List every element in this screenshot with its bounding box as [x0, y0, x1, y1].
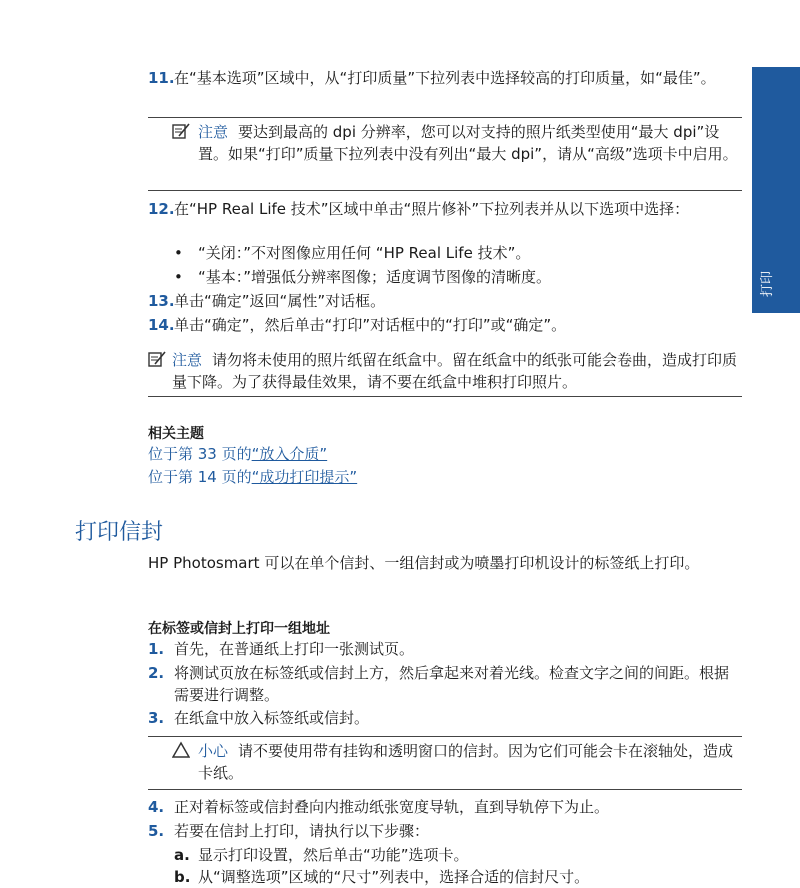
- note-label: 注意: [172, 351, 203, 369]
- substep-text: 显示打印设置，然后单击“功能”选项卡。: [198, 846, 469, 864]
- substep-b: [148, 866, 742, 888]
- step-number: 13.: [148, 292, 175, 310]
- related-link-media[interactable]: “放入介质”: [251, 445, 328, 463]
- caution-triangle-icon: [172, 741, 190, 759]
- step-text: 正对着标签或信封叠向内推动纸张宽度导轨，直到导轨停下为止。: [174, 798, 610, 816]
- step-text: 单击“确定”，然后单击“打印”对话框中的“打印”或“确定”。: [174, 316, 567, 334]
- bullet-mark: •: [174, 268, 183, 286]
- caution-label: 小心: [198, 742, 229, 760]
- bullet-text: “基本：”增强低分辨率图像；适度调节图像的清晰度。: [198, 268, 552, 286]
- note-icon: [172, 122, 190, 140]
- step-number: 1.: [148, 640, 165, 658]
- section-title: 打印信封: [75, 520, 164, 545]
- substep-a: [148, 844, 742, 866]
- step-1: [148, 638, 742, 660]
- note-text: 请勿将未使用的照片纸留在纸盒中。留在纸盒中的纸张可能会卷曲，造成打印质量下降。为了获得最佳效果，请不要在纸盒中堆积打印照片。: [172, 351, 738, 391]
- step-text: 首先，在普通纸上打印一张测试页。: [174, 640, 415, 658]
- bullet-item: [148, 266, 742, 288]
- related-link-row: [148, 466, 742, 488]
- step-14: [148, 314, 742, 336]
- step-text: 在“HP Real Life 技术”区域中单击“照片修补”下拉列表并从以下选项中选择：: [174, 200, 690, 218]
- step-12: [148, 198, 742, 242]
- caution-box: [148, 736, 742, 790]
- procedure-title: 在标签或信封上打印一组地址: [148, 621, 330, 637]
- note-box: [148, 344, 742, 397]
- note-label: 注意: [198, 123, 229, 141]
- related-title: 相关主题: [148, 426, 204, 442]
- substep-mark: a.: [174, 846, 190, 864]
- substep-mark: b.: [174, 868, 191, 886]
- step-number: 5.: [148, 822, 165, 840]
- related-prefix: 位于第 14 页的: [148, 468, 252, 486]
- step-text: 将测试页放在标签纸或信封上方，然后拿起来对着光线。检查文字之间的间距。根据需要进行调整。: [174, 664, 730, 704]
- step-text: 若要在信封上打印，请执行以下步骤：: [174, 822, 430, 840]
- step-number: 11.: [148, 69, 175, 87]
- step-number: 3.: [148, 709, 165, 727]
- bullet-mark: •: [174, 244, 183, 262]
- step-number: 14.: [148, 316, 175, 334]
- step-number: 2.: [148, 664, 165, 682]
- step-4: [148, 796, 742, 818]
- related-link-tips[interactable]: “成功打印提示”: [251, 468, 358, 486]
- related-link-row: [148, 443, 742, 465]
- step-number: 4.: [148, 798, 165, 816]
- step-3: [148, 707, 742, 729]
- step-11: [148, 67, 742, 111]
- step-text: 在“基本选项”区域中，从“打印质量”下拉列表中选择较高的打印质量，如“最佳”。: [174, 69, 716, 87]
- step-number: 12.: [148, 200, 175, 218]
- related-prefix: 位于第 33 页的: [148, 445, 252, 463]
- step-2: [148, 662, 742, 706]
- step-5: [148, 820, 742, 842]
- section-intro: HP Photosmart 可以在单个信封、一组信封或为喷墨打印机设计的标签纸上打印。: [148, 554, 700, 572]
- bullet-text: “关闭：”不对图像应用任何 “HP Real Life 技术”。: [198, 244, 531, 262]
- note-text: 要达到最高的 dpi 分辨率，您可以对支持的照片纸类型使用“最大 dpi”设置。如果“打印”质量下拉列表中没有列出“最大 dpi”，请从“高级”选项卡中启用。: [198, 123, 738, 163]
- bullet-item: [148, 242, 742, 264]
- note-icon: [148, 350, 166, 368]
- step-text: 在纸盒中放入标签纸或信封。: [174, 709, 370, 727]
- side-tab-label: 打印: [760, 270, 775, 297]
- step-text: 单击“确定”返回“属性”对话框。: [174, 292, 386, 310]
- substep-text: 从“调整选项”区域的“尺寸”列表中，选择合适的信封尺寸。: [198, 868, 590, 886]
- step-13: [148, 290, 742, 312]
- caution-text: 请不要使用带有挂钩和透明窗口的信封。因为它们可能会卡在滚轴处，造成卡纸。: [198, 742, 734, 782]
- note-box: [148, 117, 742, 191]
